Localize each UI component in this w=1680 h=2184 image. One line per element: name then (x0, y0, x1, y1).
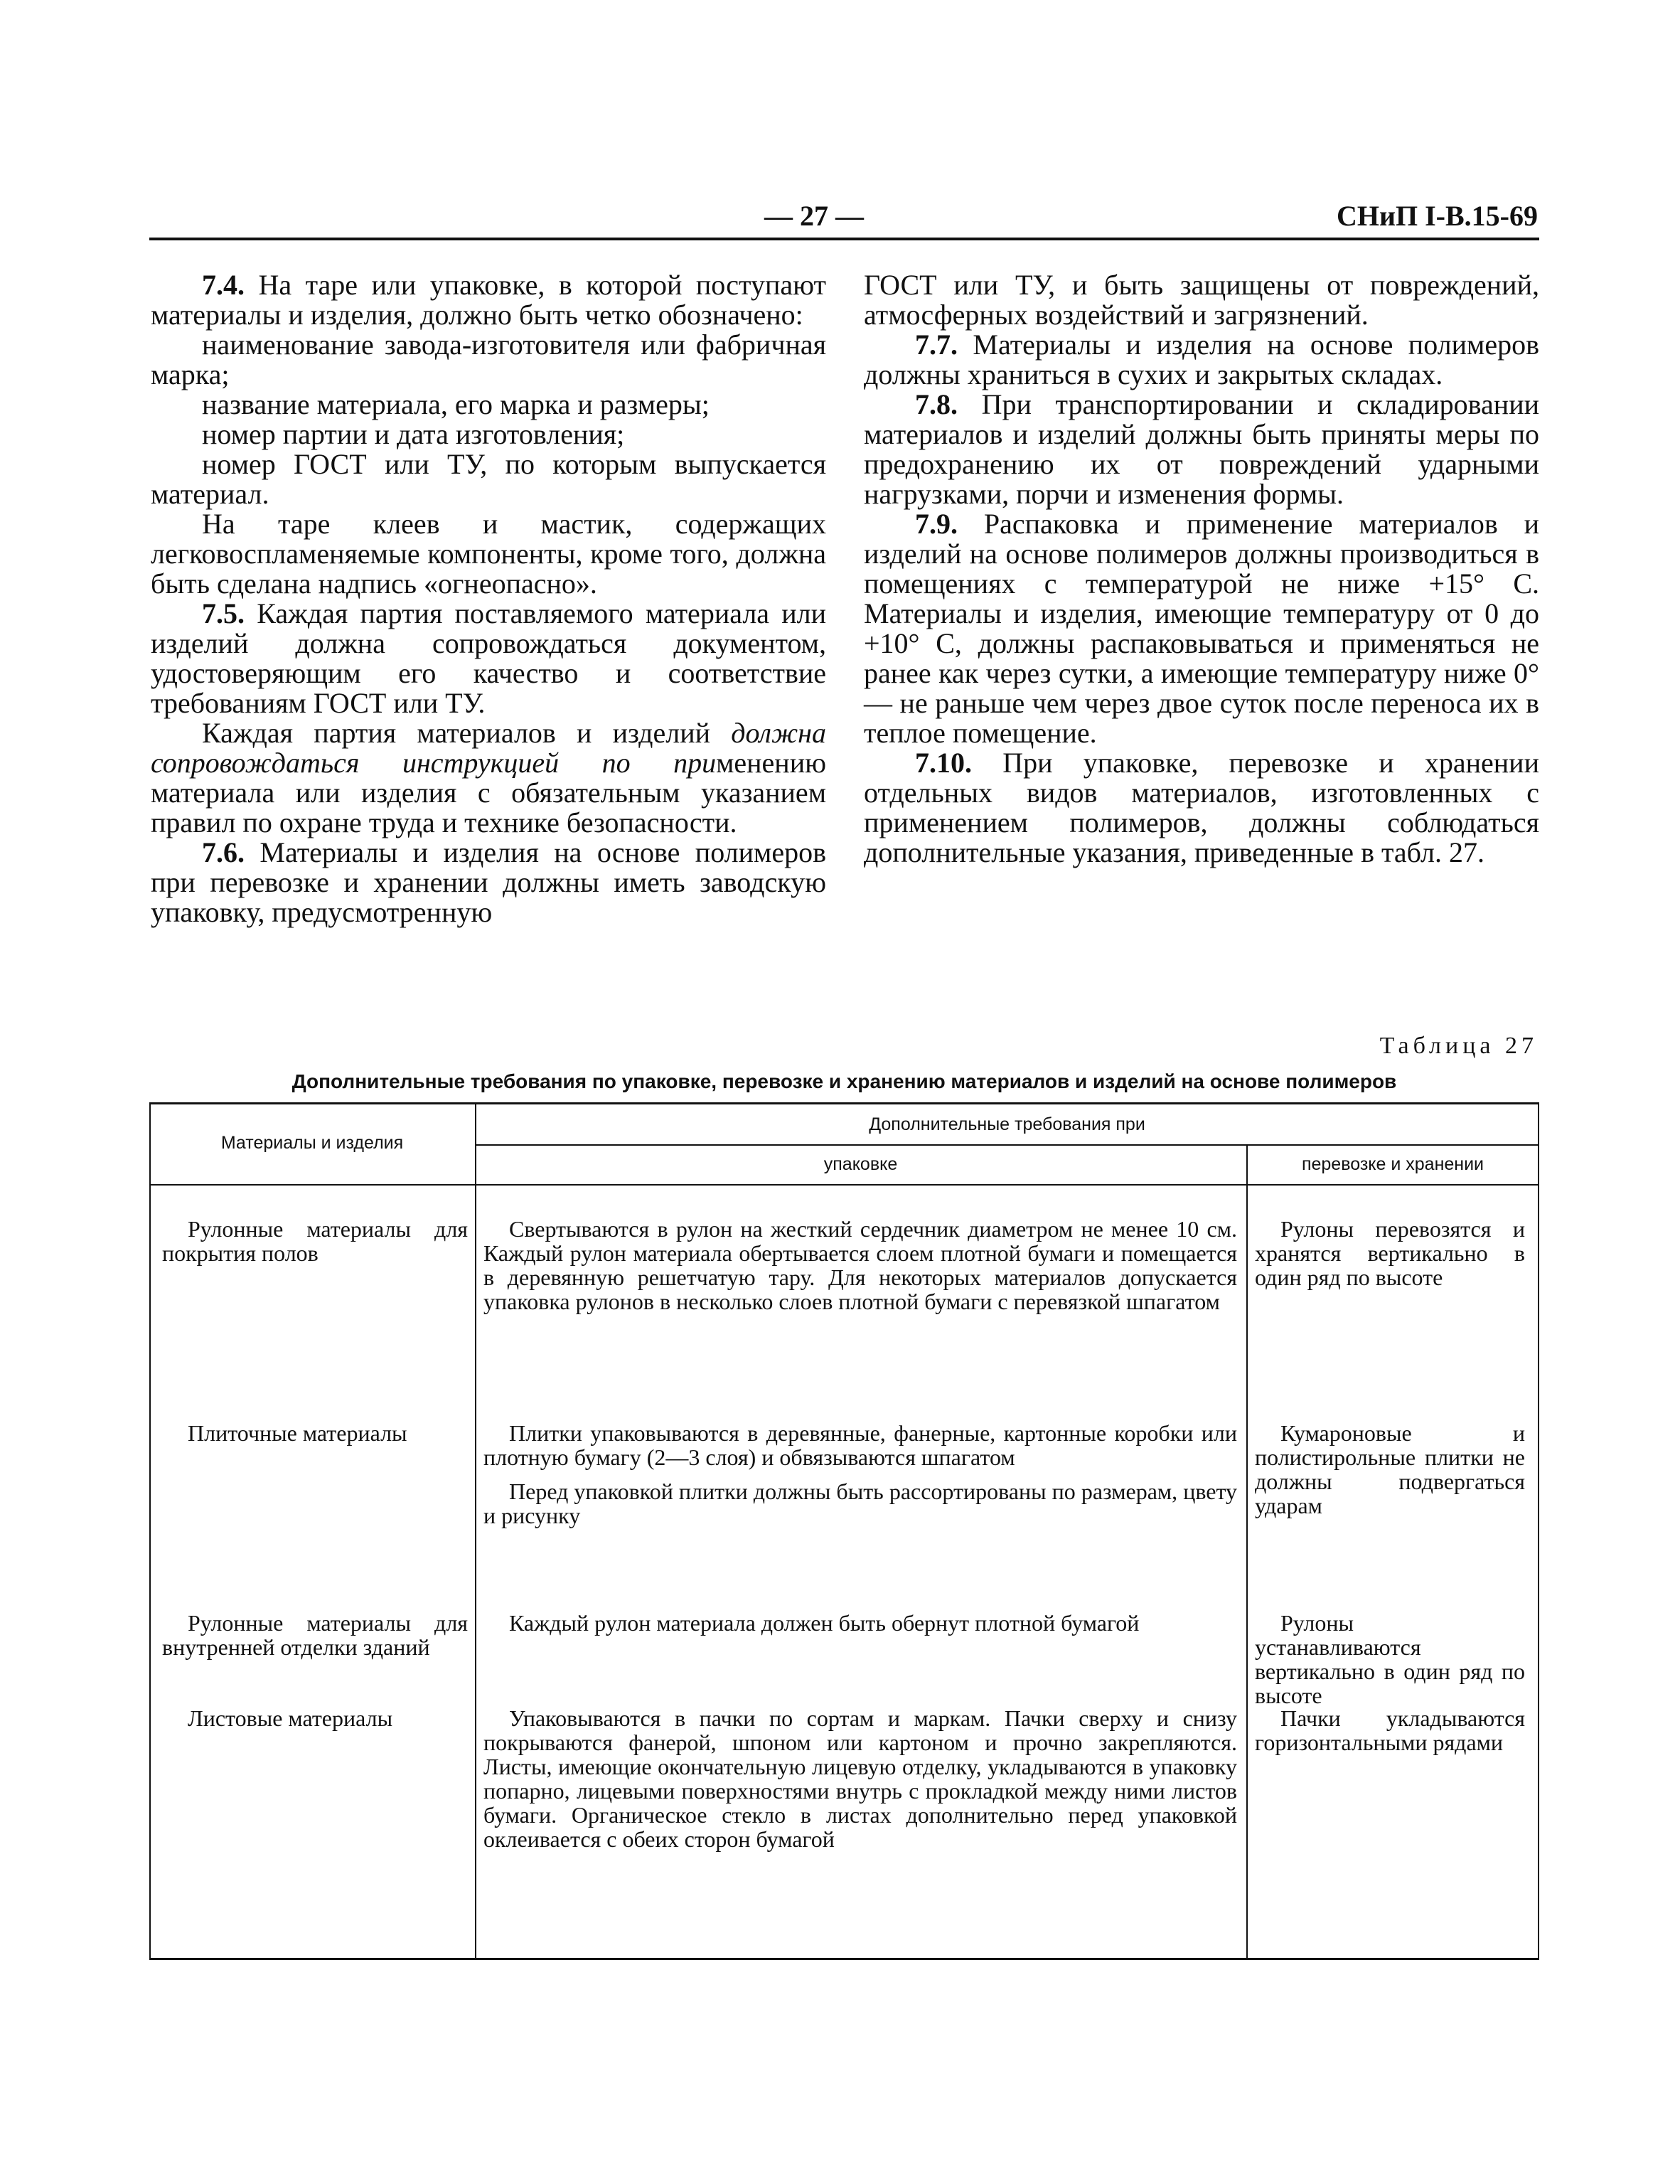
list-item: наименование завода-изготовителя или фабричная марка; (151, 329, 826, 390)
paragraph-7-4 (151, 270, 826, 330)
clause-number: 7.8. (915, 388, 958, 420)
table-cell-material: Плиточные материалы (188, 1420, 407, 1446)
table-cell-transport: Пачки укладываются горизонтальными рядами (1255, 1705, 1525, 1755)
paragraph-text: При упаковке, перевозке и хранении отдельных видов материалов, изготовленных с применением полимеров, должны соблюдаться дополнительные указания, приведенные в табл. 27. (864, 747, 1539, 868)
clause-number: 7.10. (915, 747, 972, 779)
document-code: СНиП I-В.15-69 (1336, 200, 1538, 232)
paragraph-continuation: ГОСТ или ТУ, и быть защищены от повреждений, атмосферных воздействий и загрязнений. (864, 269, 1539, 331)
paragraph-7-8 (864, 390, 1539, 509)
list-item: номер партии и дата изготовления; (202, 418, 625, 450)
table-cell-material: Листовые материалы (188, 1705, 393, 1731)
column-header-transport: перевозке и хранении (1301, 1154, 1484, 1174)
requirements-table (149, 1102, 1539, 1960)
paragraph-text: При транспортировании и складировании материалов и изделий должны быть приняты меры по предохранению их от повреждений ударными нагрузками, порчи и изменения формы. (864, 388, 1540, 510)
header-divider (475, 1144, 1539, 1146)
table-border-right (1538, 1104, 1539, 1958)
paragraph-text: На таре или упаковке, в которой поступают материалы и изделия, должно быть четко обозначено: (151, 269, 826, 331)
table-title: Дополнительные требования по упаковке, перевозке и хранению материалов и изделий на основе полимеров (291, 1070, 1397, 1092)
header-bottom-rule (149, 1184, 1539, 1186)
paragraph-text: Каждая партия поставляемого материала или изделий должна сопровождаться документом, удостоверяющим его качество и соответствие требованиям ГОСТ или ТУ. (151, 597, 827, 719)
table-cell-packing: Плитки упаковываются в деревянные, фанерные, картонные коробки или плотную бумагу (2—3 слоя) и обвязываются шпагатом Перед упаковкой плитки должны быть рассортированы по размерам, цвету и рисунку (483, 1420, 1237, 1528)
table-cell-packing: Каждый рулон материала должен быть обернут плотной бумагой (509, 1610, 1140, 1636)
paragraph-text: Распаковка и применение материалов и изделий на основе полимеров должны производиться в помещениях с температурой не ниже +15° С. Материалы и изделия, имеющие температуру от 0 до +10° С, должны распаковываться и применяться не ранее как через сутки, а имеющие температуру ниже 0° — не раньше чем через двое суток после переноса их в теплое помещение. (864, 508, 1539, 749)
table-cell-transport: Кумароновые и полистирольные плитки не должны подвергаться ударам (1255, 1420, 1525, 1518)
table-label: Таблица 27 (1379, 1033, 1538, 1059)
table-cell-transport: Рулоны устанавливаются вертикально в один ряд по высоте (1255, 1610, 1525, 1708)
table-cell-packing: Упаковываются в пачки по сортам и маркам. Пачки сверху и снизу покрываются фанерой, шпоном или картоном и прочно закрепляются. Листы, имеющие окончательную лицевую отделку, укладываются в упаковку попарно, лицевыми поверхностями внутрь с прокладкой между ними листов бумаги. Органическое стекло в листах дополнительно перед упаковкой оклеивается с обеих сторон бумагой (483, 1705, 1237, 1852)
list-item: название материала, его марка и размеры; (202, 388, 710, 420)
column-divider (475, 1104, 476, 1958)
paragraph (151, 718, 826, 838)
clause-number: 7.7. (915, 329, 958, 361)
column-divider (1246, 1146, 1248, 1958)
paragraph-7-7 (864, 330, 1539, 390)
table-cell-transport: Рулоны перевозятся и хранятся вертикально в один ряд по высоте (1255, 1216, 1525, 1290)
clause-number: 7.5. (202, 597, 245, 629)
table-cell-packing: Свертываются в рулон на жесткий сердечник диаметром не менее 10 см. Каждый рулон материала обертывается слоем плотной бумаги и помещается в деревянную решетчатую тару. Для некоторых материалов допускается упаковка рулонов в несколько слоев плотной бумаги с перевязкой шпагатом (483, 1216, 1237, 1314)
page-number: — 27 — (764, 200, 864, 232)
clause-number: 7.4. (202, 269, 245, 301)
column-header-group: Дополнительные требования при (869, 1114, 1145, 1134)
table-border-left (149, 1104, 151, 1958)
paragraph-text: Материалы и изделия на основе полимеров должны храниться в сухих и закрытых складах. (864, 329, 1539, 390)
table-cell-material: Рулонные материалы для покрытия полов (162, 1216, 468, 1266)
paragraph-text: менению материала или изделия с обязательным указанием правил по охране труда и технике безопасности. (151, 747, 826, 838)
column-header-materials: Материалы и изделия (220, 1133, 404, 1153)
paragraph-7-6 (151, 838, 826, 927)
list-item: номер ГОСТ или ТУ, по которым выпускается материал. (151, 448, 826, 510)
paragraph-7-9 (864, 509, 1539, 748)
table-cell-material: Рулонные материалы для внутренней отделки зданий (162, 1610, 468, 1660)
right-column (864, 270, 1539, 868)
paragraph-text: Материалы и изделия на основе полимеров при перевозке и хранении должны иметь заводскую упаковку, предусмотренную (151, 836, 826, 928)
left-column (151, 270, 826, 927)
clause-number: 7.9. (915, 508, 958, 540)
header-rule (149, 238, 1539, 240)
paragraph-7-5 (151, 599, 826, 718)
column-header-packing: упаковке (823, 1154, 898, 1174)
paragraph: На таре клеев и мастик, содержащих легковоспламеняемые компоненты, кроме того, должна быть сделана надпись «огнеопасно». (151, 508, 826, 600)
italic-text: должна сопровождаться инструкцией по при (151, 717, 826, 779)
paragraph-text: Каждая партия материалов и изделий (202, 717, 732, 749)
clause-number: 7.6. (202, 836, 245, 868)
paragraph-7-10 (864, 748, 1539, 868)
